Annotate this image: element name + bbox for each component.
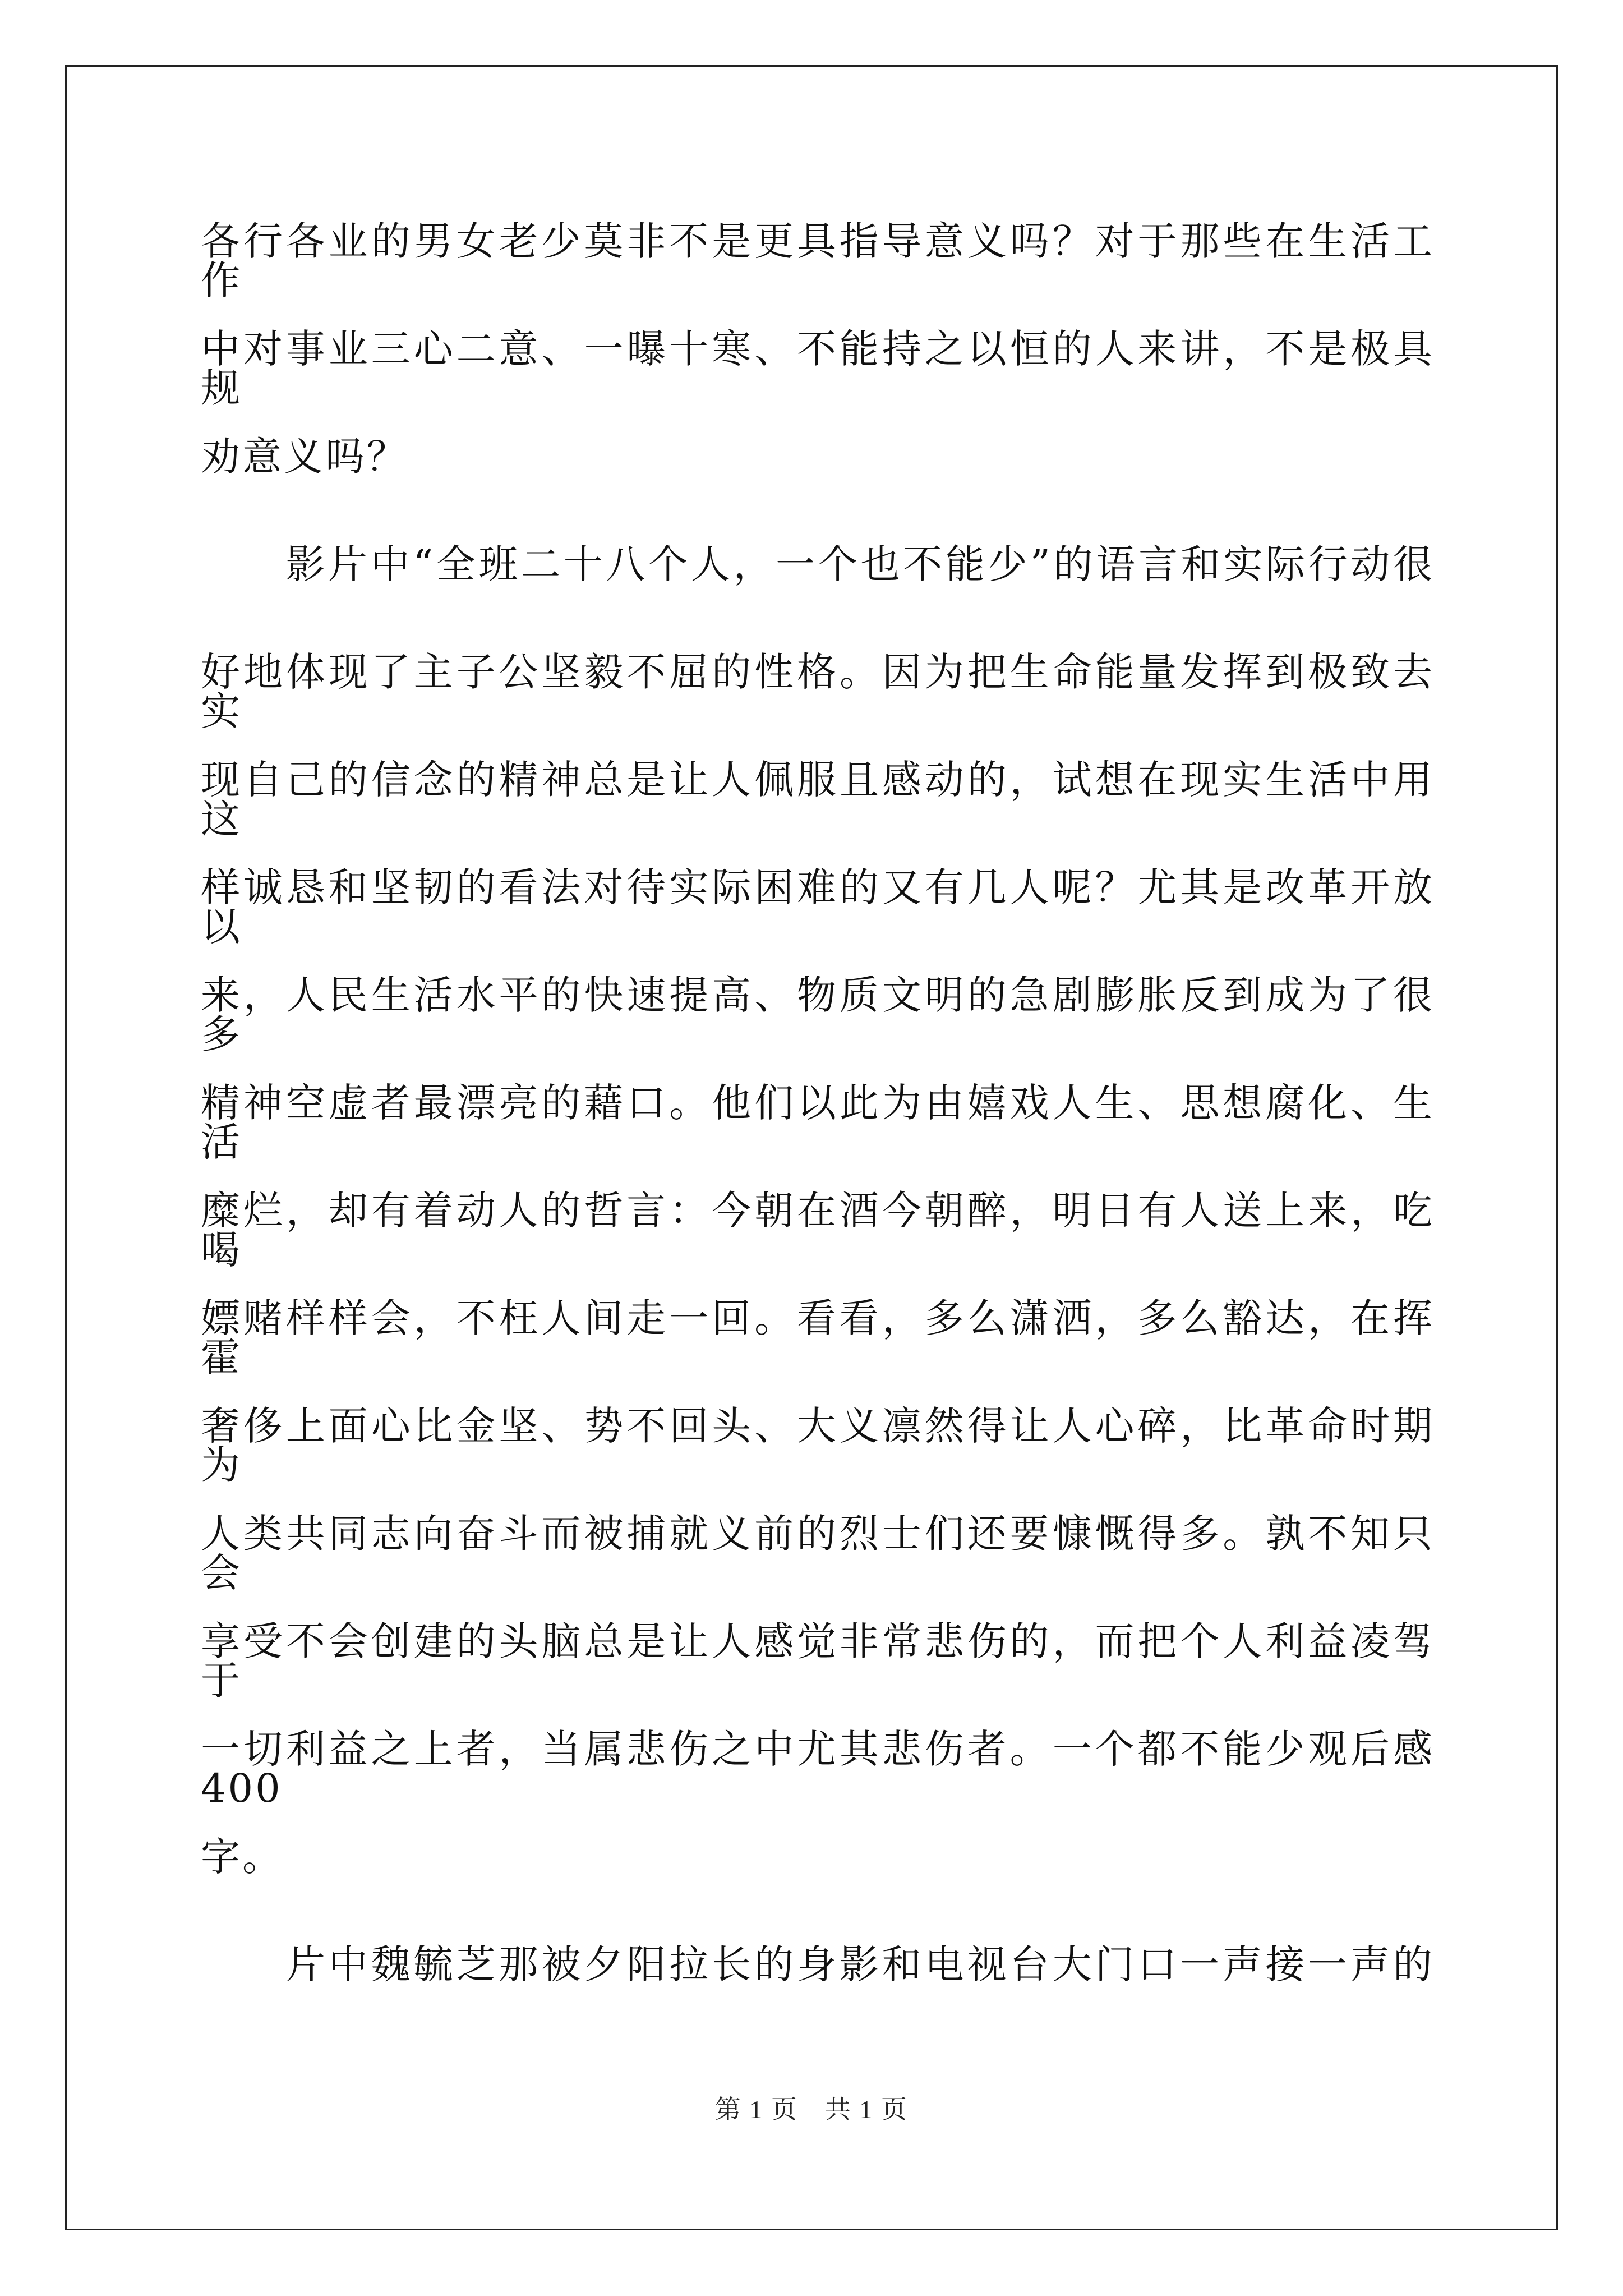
body-line: 好地体现了主子公坚毅不屈的性格。因为把生命能量发挥到极致去实 <box>201 649 1435 734</box>
body-line: 精神空虚者最漂亮的藉口。他们以此为由嬉戏人生、思想腐化、生活 <box>201 1080 1435 1165</box>
body-line: 一切利益之上者，当属悲伤之中尤其悲伤者。一个都不能少观后感 400 <box>201 1726 1435 1811</box>
body-line: 劝意义吗？ <box>201 434 408 480</box>
body-line: 人类共同志向奋斗而被捕就义前的烈士们还要慷慨得多。孰不知只会 <box>201 1511 1435 1596</box>
body-line: 嫖赌样样会，不枉人间走一回。看看，多么潇洒，多么豁达，在挥霍 <box>201 1295 1435 1381</box>
body-line: 享受不会创建的头脑总是让人感觉非常悲伤的，而把个人利益凌驾于 <box>201 1618 1435 1704</box>
body-line: 片中魏毓芝那被夕阳拉长的身影和电视台大门口一声接一声的 <box>201 1941 1435 1987</box>
body-line: 各行各业的男女老少莫非不是更具指导意义吗？对于那些在生活工作 <box>201 218 1435 303</box>
body-line: 字。 <box>201 1834 284 1880</box>
document-body <box>201 218 1435 2053</box>
page-number-footer: 第 1 页 共 1 页 <box>715 2095 908 2124</box>
body-line: 中对事业三心二意、一曝十寒、不能持之以恒的人来讲，不是极具规 <box>201 326 1435 411</box>
body-line: 来，人民生活水平的快速提高、物质文明的急剧膨胀反到成为了很多 <box>201 972 1435 1057</box>
body-line: 糜烂，却有着动人的哲言：今朝在酒今朝醉，明日有人送上来，吃喝 <box>201 1188 1435 1273</box>
body-line: 样诚恳和坚韧的看法对待实际困难的又有几人呢？尤其是改革开放以 <box>201 864 1435 950</box>
body-line: 现自己的信念的精神总是让人佩服且感动的，试想在现实生活中用这 <box>201 757 1435 842</box>
body-line: 奢侈上面心比金坚、势不回头、大义凛然得让人心碎，比革命时期为 <box>201 1403 1435 1488</box>
body-line: 影片中“全班二十八个人，一个也不能少”的语言和实际行动很 <box>201 541 1435 587</box>
